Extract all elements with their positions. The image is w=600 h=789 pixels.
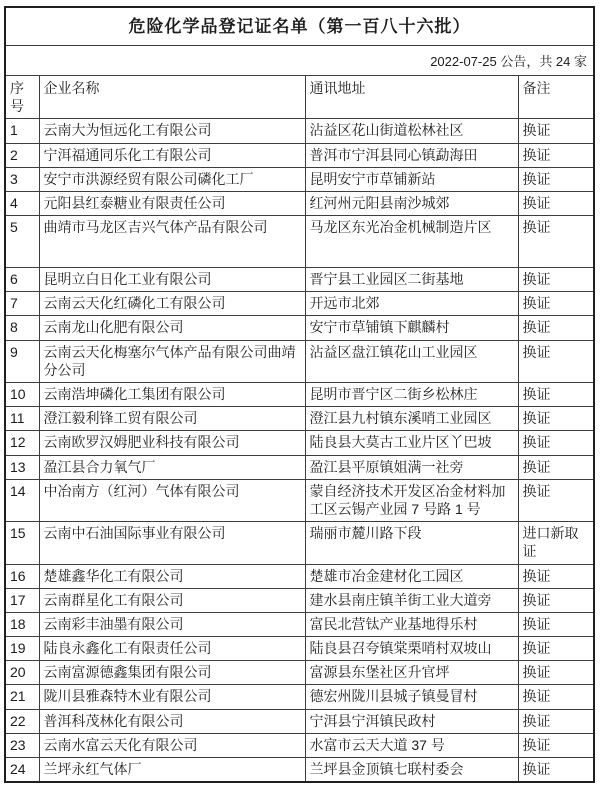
- address-cell: 昆明市晋宁区二街乡松林庄: [305, 383, 518, 407]
- table-row: [5, 661, 594, 685]
- table-row: [5, 431, 594, 455]
- table-row: [5, 588, 594, 612]
- table-row: [5, 733, 594, 757]
- company-name-cell: 云南浩坤磷化工集团有限公司: [39, 383, 305, 407]
- table-row: [5, 407, 594, 431]
- table-row: [5, 119, 594, 143]
- company-name-cell: 昆明立白日化工业有限公司: [39, 268, 305, 292]
- address-cell: 普洱市宁洱县同心镇勐海田: [305, 143, 518, 167]
- remark-cell: 换证: [518, 758, 594, 783]
- remark-cell: 进口新取证: [518, 522, 594, 564]
- company-name-cell: 云南云天化红磷化工有限公司: [39, 292, 305, 316]
- table-row: [5, 564, 594, 588]
- remark-cell: 换证: [518, 479, 594, 521]
- company-name-cell: 云南欧罗汉姆肥业科技有限公司: [39, 431, 305, 455]
- address-cell: 沾益区花山街道松林社区: [305, 119, 518, 143]
- table-row: [5, 167, 594, 191]
- remark-cell: 换证: [518, 268, 594, 292]
- remark-cell: 换证: [518, 637, 594, 661]
- table-title-row: [5, 7, 594, 46]
- table-notice-row: [5, 46, 594, 76]
- column-header-address: 通讯地址: [305, 75, 518, 118]
- address-cell: 兰坪县金顶镇七联村委会: [305, 758, 518, 783]
- row-number-cell: 13: [5, 455, 39, 479]
- address-cell: 水富市云天大道 37 号: [305, 733, 518, 757]
- address-cell: 盈江县平原镇姐满一社旁: [305, 455, 518, 479]
- remark-cell: 换证: [518, 143, 594, 167]
- address-cell: 建水县南庄镇羊街工业大道旁: [305, 588, 518, 612]
- table-row: [5, 685, 594, 709]
- row-number-cell: 10: [5, 383, 39, 407]
- address-cell: 马龙区东光冶金机械制造片区: [305, 216, 518, 268]
- company-name-cell: 楚雄鑫华化工有限公司: [39, 564, 305, 588]
- row-number-cell: 8: [5, 316, 39, 340]
- remark-cell: 换证: [518, 340, 594, 382]
- table-row: [5, 522, 594, 564]
- company-name-cell: 盈江县合力氧气厂: [39, 455, 305, 479]
- remark-cell: 换证: [518, 733, 594, 757]
- row-number-cell: 17: [5, 588, 39, 612]
- address-cell: 晋宁县工业园区二街基地: [305, 268, 518, 292]
- remark-cell: 换证: [518, 455, 594, 479]
- remark-cell: 换证: [518, 167, 594, 191]
- company-name-cell: 普洱科茂林化有限公司: [39, 709, 305, 733]
- table-row: [5, 143, 594, 167]
- table-row: [5, 268, 594, 292]
- row-number-cell: 21: [5, 685, 39, 709]
- address-cell: 红河州元阳县南沙城郊: [305, 191, 518, 215]
- company-name-cell: 宁洱福通同乐化工有限公司: [39, 143, 305, 167]
- address-cell: 富民北营钛产业基地得乐村: [305, 612, 518, 636]
- company-name-cell: 云南大为恒远化工有限公司: [39, 119, 305, 143]
- company-name-cell: 澄江毅利锋工贸有限公司: [39, 407, 305, 431]
- address-cell: 安宁市草铺镇下麒麟村: [305, 316, 518, 340]
- row-number-cell: 7: [5, 292, 39, 316]
- row-number-cell: 19: [5, 637, 39, 661]
- company-name-cell: 曲靖市马龙区吉兴气体产品有限公司: [39, 216, 305, 268]
- company-name-cell: 云南彩丰油墨有限公司: [39, 612, 305, 636]
- table-row: [5, 383, 594, 407]
- address-cell: 陆良县召夸镇棠栗哨村双坡山: [305, 637, 518, 661]
- address-cell: 陆良县大莫古工业片区丫巴坡: [305, 431, 518, 455]
- company-name-cell: 云南水富云天化有限公司: [39, 733, 305, 757]
- table-row: [5, 637, 594, 661]
- company-name-cell: 云南云天化梅塞尔气体产品有限公司曲靖分公司: [39, 340, 305, 382]
- row-number-cell: 3: [5, 167, 39, 191]
- company-name-cell: 云南富源德鑫集团有限公司: [39, 661, 305, 685]
- remark-cell: 换证: [518, 407, 594, 431]
- row-number-cell: 2: [5, 143, 39, 167]
- table-row: [5, 455, 594, 479]
- table-header-row: [5, 75, 594, 118]
- table-row: [5, 191, 594, 215]
- remark-cell: 换证: [518, 612, 594, 636]
- row-number-cell: 22: [5, 709, 39, 733]
- company-name-cell: 兰坪永红气体厂: [39, 758, 305, 783]
- remark-cell: 换证: [518, 709, 594, 733]
- remark-cell: 换证: [518, 431, 594, 455]
- row-number-cell: 14: [5, 479, 39, 521]
- row-number-cell: 9: [5, 340, 39, 382]
- company-name-cell: 云南龙山化肥有限公司: [39, 316, 305, 340]
- table-row: [5, 612, 594, 636]
- row-number-cell: 4: [5, 191, 39, 215]
- address-cell: 楚雄市冶金建材化工园区: [305, 564, 518, 588]
- company-name-cell: 陆良永鑫化工有限责任公司: [39, 637, 305, 661]
- address-cell: 瑞丽市麓川路下段: [305, 522, 518, 564]
- column-header-company: 企业名称: [39, 75, 305, 118]
- row-number-cell: 24: [5, 758, 39, 783]
- company-name-cell: 元阳县红泰糖业有限责任公司: [39, 191, 305, 215]
- row-number-cell: 18: [5, 612, 39, 636]
- remark-cell: 换证: [518, 685, 594, 709]
- table-row: [5, 479, 594, 521]
- address-cell: 昆明安宁市草铺新站: [305, 167, 518, 191]
- address-cell: 蒙自经济技术开发区冶金材料加工区云锡产业园 7 号路 1 号: [305, 479, 518, 521]
- remark-cell: 换证: [518, 119, 594, 143]
- company-name-cell: 安宁市洪源经贸有限公司磷化工厂: [39, 167, 305, 191]
- remark-cell: 换证: [518, 661, 594, 685]
- remark-cell: 换证: [518, 316, 594, 340]
- row-number-cell: 12: [5, 431, 39, 455]
- notice-date-count: 2022-07-25 公告，共 24 家: [5, 46, 594, 76]
- company-name-cell: 云南群星化工有限公司: [39, 588, 305, 612]
- address-cell: 沾益区盘江镇花山工业园区: [305, 340, 518, 382]
- row-number-cell: 1: [5, 119, 39, 143]
- remark-cell: 换证: [518, 588, 594, 612]
- address-cell: 德宏州陇川县城子镇曼冒村: [305, 685, 518, 709]
- company-name-cell: 陇川县雅森特木业有限公司: [39, 685, 305, 709]
- table-row: [5, 292, 594, 316]
- address-cell: 宁洱县宁洱镇民政村: [305, 709, 518, 733]
- hazardous-chemicals-registration-table: [4, 6, 595, 783]
- row-number-cell: 16: [5, 564, 39, 588]
- table-row: [5, 709, 594, 733]
- table-row: [5, 340, 594, 382]
- row-number-cell: 20: [5, 661, 39, 685]
- row-number-cell: 6: [5, 268, 39, 292]
- page-title: 危险化学品登记证名单（第一百八十六批）: [5, 7, 594, 46]
- company-name-cell: 云南中石油国际事业有限公司: [39, 522, 305, 564]
- row-number-cell: 11: [5, 407, 39, 431]
- company-name-cell: 中冶南方（红河）气体有限公司: [39, 479, 305, 521]
- remark-cell: 换证: [518, 216, 594, 268]
- address-cell: 开远市北郊: [305, 292, 518, 316]
- table-body: [5, 119, 594, 782]
- remark-cell: 换证: [518, 292, 594, 316]
- remark-cell: 换证: [518, 564, 594, 588]
- row-number-cell: 5: [5, 216, 39, 268]
- table-row: [5, 316, 594, 340]
- row-number-cell: 15: [5, 522, 39, 564]
- remark-cell: 换证: [518, 383, 594, 407]
- remark-cell: 换证: [518, 191, 594, 215]
- table-row: [5, 758, 594, 783]
- address-cell: 富源县东堡社区升官坪: [305, 661, 518, 685]
- table-row: [5, 216, 594, 268]
- address-cell: 澄江县九村镇东溪哨工业园区: [305, 407, 518, 431]
- row-number-cell: 23: [5, 733, 39, 757]
- column-header-index: 序号: [5, 75, 39, 118]
- column-header-remark: 备注: [518, 75, 594, 118]
